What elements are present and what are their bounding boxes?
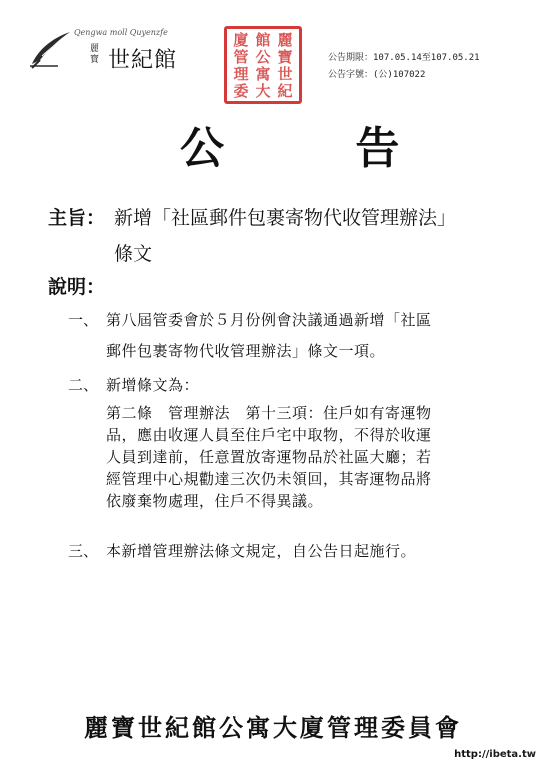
item-2-line-6: 依廢棄物處理，住戶不得異議。 <box>106 492 324 510</box>
logo-small-text: 麗寶 <box>90 44 100 65</box>
item-3-number: 三、 <box>68 542 99 560</box>
item-2-number: 二、 <box>68 376 99 394</box>
notice-period-value: 107.05.14至107.05.21 <box>373 53 480 63</box>
notice-number-label: 公告字號： <box>328 70 374 80</box>
seal-char: 委 <box>233 82 249 100</box>
feather-logo-icon <box>28 30 72 70</box>
item-2-line-1: 新增條文為： <box>106 376 200 394</box>
item-2-line-2: 第二條 管理辦法 第十三項：住戶如有寄運物 <box>106 404 432 422</box>
seal-char: 世 <box>277 65 293 83</box>
notice-meta <box>328 50 480 84</box>
seal-char: 麗 <box>277 31 293 49</box>
explanation-label: 說明： <box>48 276 106 298</box>
item-3-line-1: 本新增管理辦法條文規定，自公告日起施行。 <box>106 542 417 560</box>
notice-number <box>328 67 480 84</box>
item-1-line-2: 郵件包裹寄物代收管理辦法」條文一項。 <box>106 342 386 360</box>
seal-char: 大 <box>255 82 271 100</box>
seal-char: 廈 <box>233 31 249 49</box>
seal-characters <box>230 32 296 98</box>
issuer-name: 麗寶世紀館公寓大廈管理委員會 <box>84 713 462 742</box>
subject-text-line1: 新增「社區郵件包裹寄物代收管理辦法」 <box>114 207 457 229</box>
seal-char: 紀 <box>277 82 293 100</box>
logo-script-text: Qengwa moll Quyenzfe <box>74 28 168 37</box>
subject-text-line2: 條文 <box>114 243 153 265</box>
item-2-line-4: 人員到達前，任意置放寄運物品於社區大廳；若 <box>106 448 432 466</box>
item-1-line-1: 第八屆管委會於５月份例會決議通過新增「社區 <box>106 311 432 329</box>
notice-number-value: (公)107022 <box>373 70 426 80</box>
subject-label: 主旨： <box>48 207 106 229</box>
logo-main-text: 世紀館 <box>108 48 178 73</box>
logo <box>28 28 178 74</box>
seal-char: 寓 <box>255 65 271 83</box>
seal-char: 館 <box>255 31 271 49</box>
notice-period-label: 公告期限： <box>328 53 374 63</box>
item-1-number: 一、 <box>68 311 99 329</box>
notice-period <box>328 50 480 67</box>
watermark-domain: ibeta.tw <box>489 749 536 760</box>
committee-seal <box>224 26 302 104</box>
page-title: 公 告 <box>180 123 458 174</box>
watermark-prefix: http:// <box>454 749 490 760</box>
seal-char: 寶 <box>277 48 293 66</box>
seal-char: 公 <box>255 48 271 66</box>
seal-char: 理 <box>233 65 249 83</box>
watermark <box>452 749 538 760</box>
seal-char: 管 <box>233 48 249 66</box>
item-2-line-5: 經管理中心規勸達三次仍未領回，其寄運物品將 <box>106 470 432 488</box>
item-2-line-3: 品，應由收運人員至住戶宅中取物，不得於收運 <box>106 426 432 444</box>
